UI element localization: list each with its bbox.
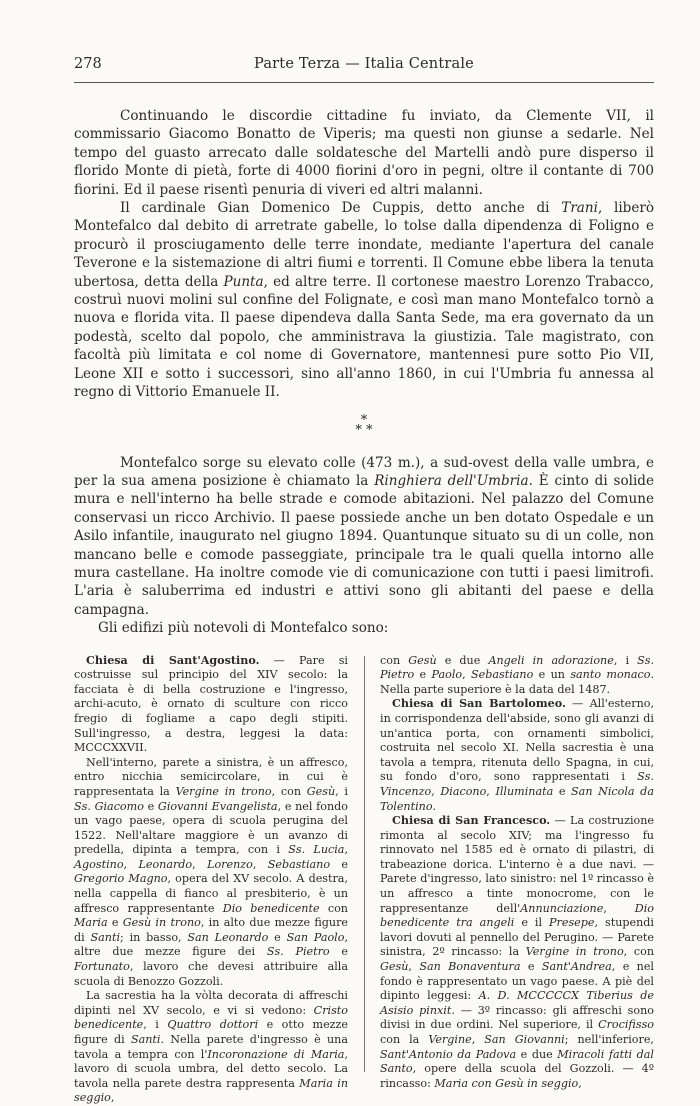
column-paragraph: La sacrestia ha la vòlta decorata di affreschi dipinti nel XV secolo, e vi si vedono: Cristo benedicente, i Quattro dottori e otto mezze figure di Santi. Nella parete d'ingresso è una tavola a tempra con l'Incoronazione di Maria, lavoro di scuola umbra, del detto secolo. La tavola nella parete destra rappresenta Maria in seggio, — [74, 989, 349, 1105]
main-text — [74, 107, 654, 638]
column-paragraph: Chiesa di San Bartolomeo. — All'esterno, in corrispondenza dell'abside, sono gli avanzi di un'antica porta, con ornamenti simbolici, costruita nel secolo XI. Nella sacrestia è una tavola a tempra, ritenuta dello Spagna, in cui, su fondo d'oro, sono rappresentati i Ss. Vincenzo, Diacono, Illuminata e San Nicola da Tolentino. — [380, 697, 654, 813]
column-paragraph: Nell'interno, parete a sinistra, è un affresco, entro nicchia semicircolare, in cui è rappresentata la Vergine in trono, con Gesù, i Ss. Giacomo e Giovanni Evangelista, e nel fondo un vago paese, opera di scuola perugina del 1522. Nell'altare maggiore è un avanzo di predella, dipinta a tempra, con i Ss. Lucia, Agostino, Leonardo, Lorenzo, Sebastiano e Gregorio Magno, opera del XV secolo. A destra, nella cappella di fianco al presbiterio, è un affresco rappresentante Dio benedicente con Maria e Gesù in trono, in alto due mezze figure di Santi; in basso, San Leonardo e San Paolo, altre due mezze figure dei Ss. Pietro e Fortunato, lavoro che devesi attribuire alla scuola di Benozzo Gozzoli. — [74, 755, 349, 988]
header-rule — [74, 82, 654, 83]
section-ornament — [74, 412, 654, 438]
running-title: Parte Terza — Italia Centrale — [254, 56, 474, 72]
page-header — [74, 56, 654, 80]
column-divider — [364, 656, 365, 1072]
column-paragraph: con Gesù e due Angeli in adorazione, i Ss. Pietro e Paolo, Sebastiano e un santo monaco. Nella parte superiore è la data del 1487. — [380, 653, 655, 696]
paragraph: Il cardinale Gian Domenico De Cuppis, detto anche di Trani, liberò Montefalco dal debito di arretrate gabelle, lo tolse dalla dipendenza di Foligno e procurò il prosciugamento delle terre inondate, mediante l'apertura del canale Teverone e la sistemazione di altri fiumi e torrenti. Il Comune ebbe libera la tenuta ubertosa, detta della Punta, ed altre terre. Il cortonese maestro Lorenzo Trabacco, costruì nuovi molini sul confine del Folignate, e così man mano Montefalco tornò a nuova e florida vita. Il paese dipendeva dalla Santa Sede, ma era governato da un podestà, scelto dal popolo, che amministrava la giustizia. Tale magistrato, con facoltà più limitata e col nome di Governatore, mantennesi pure sotto Pio VII, Leone XII e sotto i successori, sino all'anno 1860, in cui l'Umbria fu annessa al regno di Vittorio Emanuele II. — [74, 200, 654, 401]
paragraph: Montefalco sorge su elevato colle (473 m.), a sud-ovest della valle umbra, e per la sua amena posizione è chiamato la Ringhiera dell'Umbria. È cinto di solide mura e nell'interno ha belle strade e comode abitazioni. Nel palazzo del Comune conservasi un ricco Archivio. Il paese possiede anche un ben dotato Ospedale e un Asilo infantile, inaugurato nel giugno 1894. Quantunque situato su di un colle, non mancano belle e comode passeggiate, principale tra le quali quella intorno alle mura castellane. Ha inoltre comode vie di comunicazione con tutti i paesi limitrofi. L'aria è saluberrima ed industri e attivi sono gli abitanti del paese e della campagna. — [74, 454, 654, 618]
paragraph: Gli edifizi più notevoli di Montefalco sono: — [98, 620, 389, 637]
paragraph: Continuando le discordie cittadine fu inviato, da Clemente VII, il commissario Giacomo Bonatto de Viperis; ma questi non giunse a sedarle. Nel tempo del guasto arrecato dalle soldatesche del Martelli andò pure disperso il florido Monte di pietà, forte di 4000 fiorini d'oro in pegni, oltre il contante di 700 fiorini. Ed il paese risentì penuria di viveri ed altri malanni. — [74, 108, 654, 198]
two-column-section — [74, 654, 654, 1106]
right-column — [380, 654, 654, 1106]
column-paragraph: Chiesa di San Francesco. — La costruzione rimonta al secolo XIV; ma l'ingresso fu rinnovato nel 1585 ed è ornato di pilastri, di trabeazione dorica. L'interno è a due navi. — Parete d'ingresso, lato sinistro: nel 1º rincasso è un affresco a tinte monocrome, con le rappresentanze dell'Annunciazione, Dio benedicente tra angeli e il Presepe, stupendi lavori dovuti al pennello del Perugino. — Parete sinistra, 2º rincasso: la Vergine in trono, con Gesù, San Bonaventura e Sant'Andrea, e nel fondo è rappresentato un vago paese. A piè del dipinto leggesi: A. D. MCCCCCX Tiberius de Asisio pinxit. — 3º rincasso: gli affreschi sono divisi in due ordini. Nel superiore, il Crocifisso con la Vergine, San Giovanni; nell'inferiore, Sant'Antonio da Padova e due Miracoli fatti dal Santo, opere della scuola del Gozzoli. — 4º rincasso: Maria con Gesù in seggio, — [380, 814, 654, 1090]
asterism: * * * — [355, 412, 373, 438]
left-column — [74, 654, 348, 1106]
page-number: 278 — [74, 56, 102, 72]
column-paragraph: Chiesa di Sant'Agostino. — Pare si costruisse sul principio del XIV secolo: la facciata è di bella costruzione e l'ingresso, archi-acuto, è ornato di sculture con ricco fregio di fogliame a capo degli stipiti. Sull'ingresso, a destra, leggesi la data: MCCCXXVII. — [74, 653, 348, 755]
